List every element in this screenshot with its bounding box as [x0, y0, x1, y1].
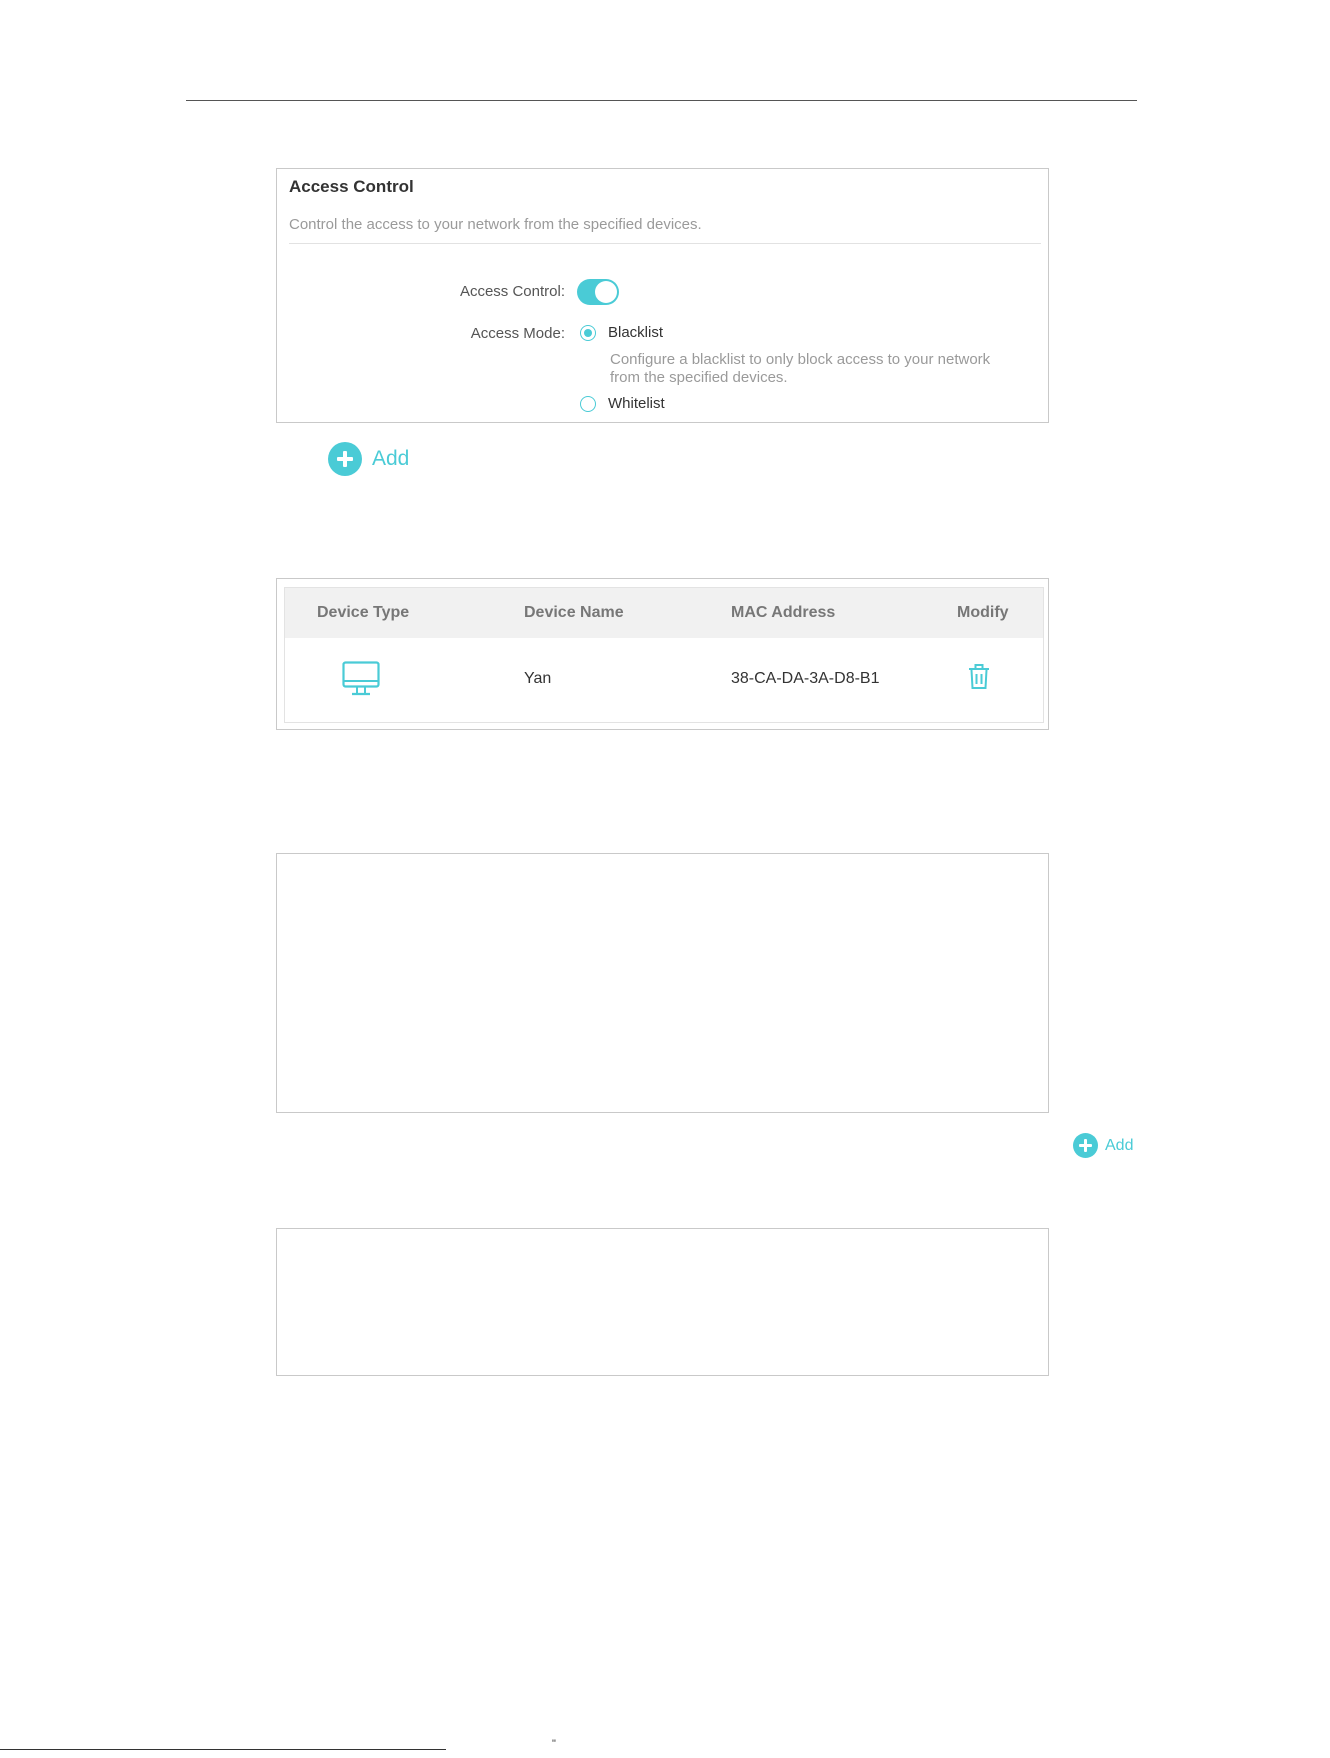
column-header-device-type: Device Type — [317, 604, 410, 621]
plus-circle-icon — [328, 442, 362, 476]
blacklist-radio[interactable] — [580, 325, 596, 341]
blank-panel — [276, 1228, 1049, 1376]
plus-circle-icon — [1073, 1133, 1098, 1158]
access-control-label: Access Control: — [459, 283, 565, 300]
whitelist-radio[interactable] — [580, 396, 596, 412]
access-control-panel — [276, 168, 1049, 423]
footer-mark: " — [552, 1738, 556, 1750]
device-table — [284, 587, 1044, 723]
column-header-mac-address: MAC Address — [731, 604, 836, 621]
column-header-device-name: Device Name — [524, 604, 624, 621]
access-mode-label: Access Mode: — [470, 325, 565, 342]
device-table-panel — [276, 578, 1049, 730]
add-device-button[interactable] — [328, 442, 409, 476]
panel-title: Access Control — [289, 177, 414, 196]
blacklist-label[interactable]: Blacklist — [608, 324, 664, 341]
column-header-modify: Modify — [957, 604, 1009, 621]
footnote-rule — [0, 1749, 446, 1750]
table-header — [285, 588, 1043, 638]
panel-divider — [289, 243, 1041, 244]
monitor-icon — [342, 661, 380, 697]
panel-description: Control the access to your network from the specified devices. — [289, 216, 702, 233]
add-button-secondary[interactable] — [1073, 1133, 1133, 1158]
mac-address-cell: 38-CA-DA-3A-D8-B1 — [731, 670, 880, 687]
device-name-cell: Yan — [524, 670, 552, 687]
whitelist-label[interactable]: Whitelist — [608, 395, 665, 412]
access-control-toggle[interactable] — [577, 279, 619, 305]
blank-panel — [276, 853, 1049, 1113]
trash-icon[interactable] — [968, 664, 990, 690]
blacklist-description: Configure a blacklist to only block access to your network from the specified devices. — [610, 351, 991, 386]
page-header-rule — [186, 100, 1137, 101]
toggle-knob — [595, 281, 617, 303]
add-label: Add — [1105, 1136, 1134, 1154]
add-label: Add — [372, 447, 410, 470]
